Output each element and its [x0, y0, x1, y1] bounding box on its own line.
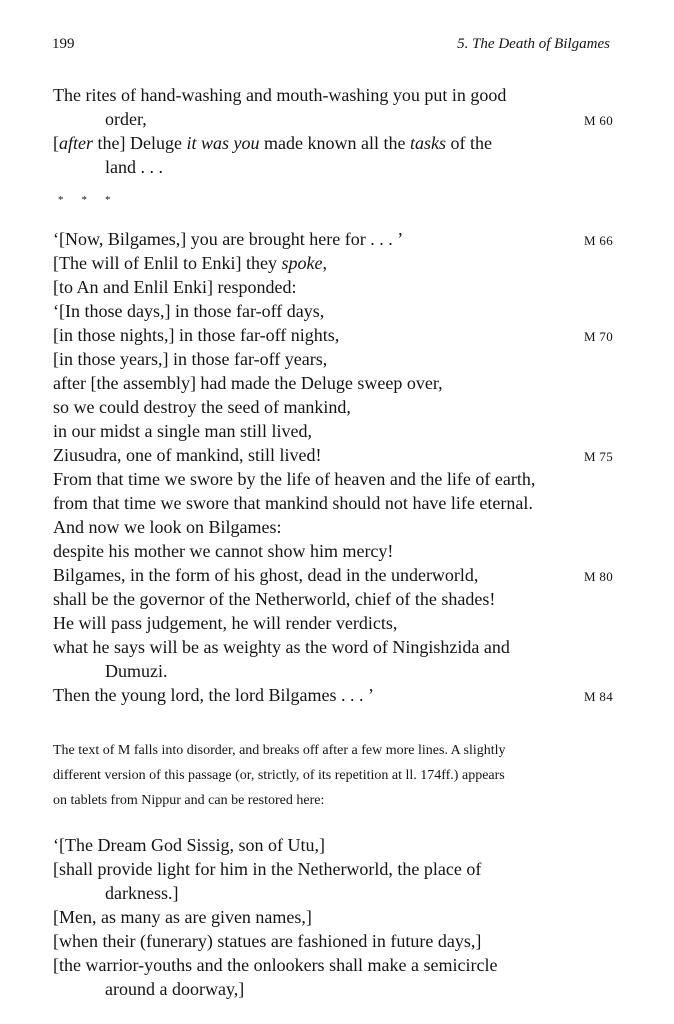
verse-line: shall be the governor of the Netherworld, chief of the shades! [53, 589, 496, 609]
page-header [52, 36, 610, 58]
verse-line: [shall provide light for him in the Netherworld, the place of [53, 859, 482, 879]
verse-block-2 [53, 227, 613, 707]
line-number: M 84 [583, 689, 613, 704]
verse-line: order, M 60 [53, 107, 613, 131]
verse-line: around a doorway,] [105, 979, 245, 999]
verse-line: [after the] Deluge it was you made known all the tasks of the [53, 133, 492, 153]
running-title: 5. The Death of Bilgames [457, 36, 610, 52]
verse-line: [Men, as many as are given names,] [53, 907, 312, 927]
note-line: different version of this passage (or, strictly, of its repetition at ll. 174ff.) appears [53, 768, 505, 783]
asterisk: * [81, 194, 89, 206]
line-number: M 60 [583, 113, 613, 128]
verse-line: ‘[In those days,] in those far-off days, [53, 301, 325, 321]
verse-line: so we could destroy the seed of mankind, [53, 397, 351, 417]
verse-line: in our midst a single man still lived, [53, 421, 312, 441]
note-line: on tablets from Nippur and can be restored here: [53, 793, 325, 808]
verse-line: ‘[Now, Bilgames,] you are brought here for . . . ’ M 66 [53, 227, 613, 251]
verse-line: what he says will be as weighty as the word of Ningishzida and [53, 637, 510, 657]
verse-line: despite his mother we cannot show him mercy! [53, 541, 394, 561]
verse-line: [in those years,] in those far-off years, [53, 349, 328, 369]
verse-line: [when their (funerary) statues are fashioned in future days,] [53, 931, 482, 951]
verse-line: [The will of Enlil to Enki] they spoke, [53, 253, 327, 273]
page-number: 199 [52, 36, 75, 52]
verse-line: The rites of hand-washing and mouth-washing you put in good [53, 85, 507, 105]
verse-line: He will pass judgement, he will render verdicts, [53, 613, 398, 633]
verse-line: [in those nights,] in those far-off nights, M 70 [53, 323, 613, 347]
note-line: The text of M falls into disorder, and breaks off after a few more lines. A slightly [53, 743, 506, 758]
asterisk: * [58, 194, 66, 206]
verse-line: Then the young lord, the lord Bilgames . . . ’ M 84 [53, 683, 613, 707]
verse-line: Bilgames, in the form of his ghost, dead in the underworld, M 80 [53, 563, 613, 587]
section-separator [58, 194, 129, 206]
verse-line: [the warrior-youths and the onlookers shall make a semicircle [53, 955, 498, 975]
line-number: M 70 [583, 329, 613, 344]
verse-block-1 [53, 83, 613, 179]
verse-line: And now we look on Bilgames: [53, 517, 282, 537]
verse-line: Dumuzi. [105, 661, 168, 681]
editorial-note [53, 738, 618, 813]
verse-line: ‘[The Dream God Sissig, son of Utu,] [53, 835, 325, 855]
verse-line: [to An and Enlil Enki] responded: [53, 277, 297, 297]
verse-block-3 [53, 833, 613, 1001]
verse-line: Ziusudra, one of mankind, still lived! M 75 [53, 443, 613, 467]
line-number: M 75 [583, 449, 613, 464]
asterisk: * [105, 194, 113, 206]
verse-line: from that time we swore that mankind should not have life eternal. [53, 493, 533, 513]
verse-line: darkness.] [105, 883, 179, 903]
verse-line: land . . . [105, 157, 163, 177]
line-number: M 80 [583, 569, 613, 584]
verse-line: From that time we swore by the life of heaven and the life of earth, [53, 469, 536, 489]
line-number: M 66 [583, 233, 613, 248]
verse-line: after [the assembly] had made the Deluge sweep over, [53, 373, 443, 393]
